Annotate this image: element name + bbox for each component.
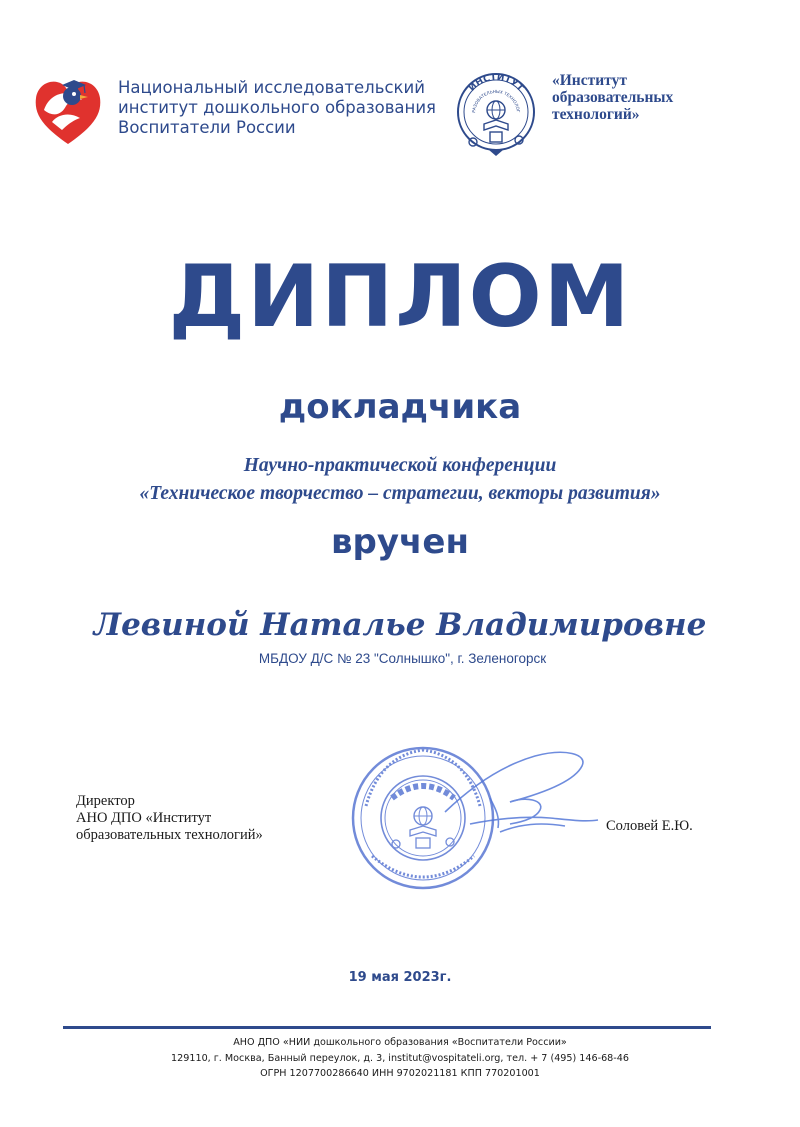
issue-date: 19 мая 2023г. bbox=[348, 970, 452, 985]
director-title bbox=[76, 793, 336, 844]
recipient-institution: МБДОУ Д/С № 23 "Солнышко", г. Зеленогорск bbox=[258, 651, 547, 666]
director-line: АНО ДПО «Институт bbox=[76, 810, 212, 826]
org-name-line: Национальный исследовательский bbox=[118, 78, 425, 97]
director-line: образовательных технологий» bbox=[76, 827, 263, 843]
voсpitateli-rossii-logo bbox=[32, 70, 104, 148]
conference-line: «Техническое творчество – стратегии, векторы развития» bbox=[139, 483, 661, 504]
footer-divider bbox=[63, 1026, 711, 1029]
official-stamp-with-signature bbox=[350, 738, 602, 896]
diploma-subtitle: докладчика bbox=[278, 387, 522, 427]
org-name-line: институт дошкольного образования bbox=[118, 98, 436, 117]
conference-name bbox=[0, 452, 800, 508]
institute-emblem-logo bbox=[453, 70, 539, 162]
org-name-line: технологий» bbox=[552, 106, 640, 123]
footer-requisites bbox=[0, 1035, 800, 1082]
emblem-top-text: ИНСТИТУТ bbox=[467, 72, 525, 94]
footer-line: АНО ДПО «НИИ дошкольного образования «Воспитатели России» bbox=[233, 1037, 567, 1048]
footer-line: ОГРН 1207700286640 ИНН 9702021181 КПП 770201001 bbox=[260, 1068, 540, 1079]
awarded-label: вручен bbox=[331, 522, 469, 562]
org-name-line: образовательных bbox=[552, 89, 674, 106]
recipient-name: Левиной Наталье Владимировне bbox=[93, 607, 707, 643]
org-name-institute bbox=[552, 72, 722, 123]
org-name-niido bbox=[118, 78, 458, 138]
org-name-line: «Институт bbox=[552, 72, 627, 89]
emblem-ring-text: РАЗОВАТЕЛЬНЫХ ТЕХНОЛОГ bbox=[471, 88, 521, 113]
footer-line: 129110, г. Москва, Банный переулок, д. 3, institut@vospitateli.org, тел. + 7 (495) 146-68-46 bbox=[171, 1052, 629, 1064]
diploma-title: ДИПЛОМ bbox=[168, 247, 632, 347]
conference-line: Научно-практической конференции bbox=[243, 455, 557, 476]
director-line: Директор bbox=[76, 793, 135, 809]
signer-name: Соловей Е.Ю. bbox=[606, 818, 693, 834]
org-name-line: Воспитатели России bbox=[118, 118, 296, 137]
